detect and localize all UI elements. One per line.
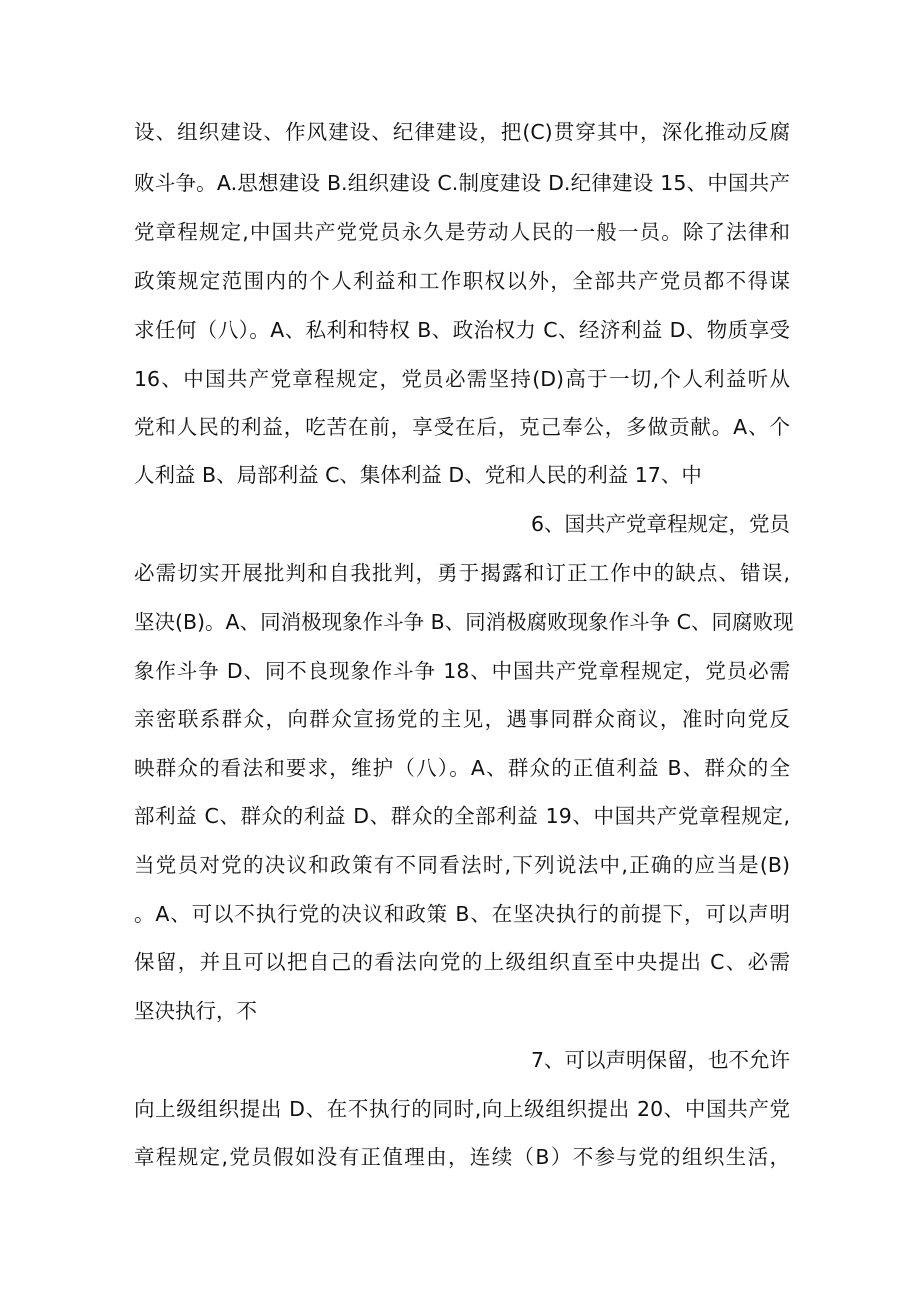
text-line: 映群众的看法和要求，维护（八）。A、群众的正值利益 B、群众的全 (134, 756, 790, 780)
text-line: 党和人民的利益，吃苦在前，享受在后，克己奉公，多做贡献。A、个 (134, 415, 790, 439)
text-line: 章程规定,党员假如没有正值理由，连续（B）不参与党的组织生活， (134, 1145, 790, 1169)
text-line: 保留，并且可以把自己的看法向党的上级组织直至中央提出 C、必需 (134, 950, 790, 974)
text-line: 政策规定范围内的个人利益和工作职权以外，全部共产党员都不得谋 (134, 269, 790, 293)
text-line: 人利益 B、局部利益 C、集体利益 D、党和人民的利益 17、中 (134, 463, 702, 487)
text-line: 坚决执行，不 (134, 999, 257, 1023)
text-line: 象作斗争 D、同不良现象作斗争 18、中国共产党章程规定，党员必需 (134, 659, 790, 683)
text-line: 部利益 C、群众的利益 D、群众的全部利益 19、中国共产党章程规定, (134, 804, 790, 828)
text-line: 当党员对党的决议和政策有不同看法时,下列说法中,正确的应当是(B) (134, 853, 790, 877)
text-line: 向上级组织提出 D、在不执行的同时,向上级组织提出 20、中国共产党 (134, 1097, 790, 1121)
text-line: 设、组织建设、作风建设、纪律建设，把(C)贯穿其中，深化推动反腐 (134, 120, 790, 144)
text-line: 党章程规定,中国共产党党员永久是劳动人民的一般一员。除了法律和 (134, 220, 790, 244)
text-line: 必需切实开展批判和自我批判，勇于揭露和订正工作中的缺点、错误, (134, 561, 790, 585)
text-line: 败斗争。A.思想建设 B.组织建设 C.制度建设 D.纪律建设 15、中国共产 (134, 171, 790, 195)
text-line: 求任何（八）。A、私利和特权 B、政治权力 C、经济利益 D、物质享受 (134, 318, 790, 342)
text-line: 7、可以声明保留，也不允许 (530, 1048, 790, 1072)
text-line: 16、中国共产党章程规定，党员必需坚持(D)高于一切,个人利益听从 (134, 367, 790, 391)
text-line: 坚决(B)。A、同消极现象作斗争 B、同消极腐败现象作斗争 C、同腐败现 (134, 610, 794, 634)
text-line: 。A、可以不执行党的决议和政策 B、在坚决执行的前提下，可以声明 (134, 902, 790, 926)
text-line: 亲密联系群众，向群众宣扬党的主见，遇事同群众商议，准时向党反 (134, 707, 790, 731)
text-line: 6、国共产党章程规定，党员 (530, 512, 790, 536)
